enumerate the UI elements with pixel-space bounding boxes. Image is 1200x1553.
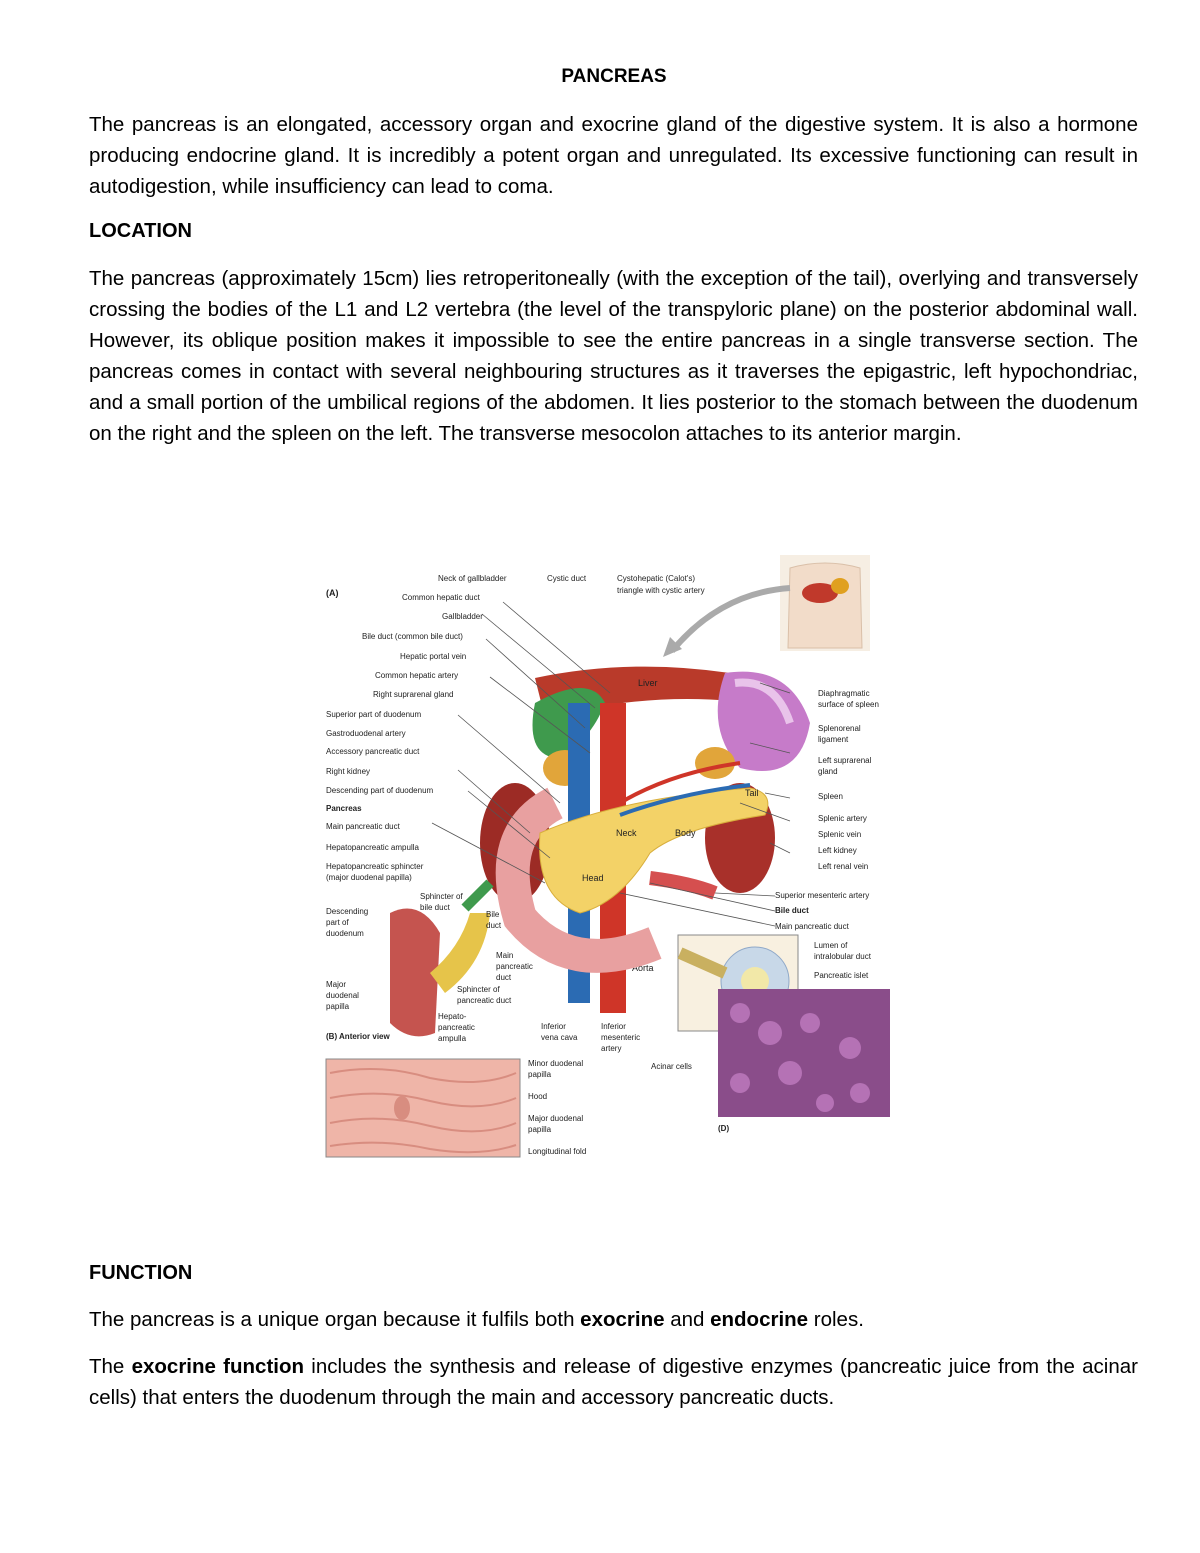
svg-text:surface of spleen: surface of spleen <box>818 700 879 709</box>
svg-text:Head: Head <box>582 873 604 883</box>
function-paragraph-1: The pancreas is a unique organ because it fulfils both exocrine and endocrine roles. <box>89 1308 864 1331</box>
svg-text:(D): (D) <box>718 1124 730 1133</box>
svg-text:papilla: papilla <box>528 1070 552 1079</box>
svg-text:pancreatic: pancreatic <box>438 1023 475 1032</box>
svg-text:Pancreas: Pancreas <box>326 804 362 813</box>
svg-text:Hepatopancreatic sphincter: Hepatopancreatic sphincter <box>326 862 424 871</box>
svg-text:intralobular duct: intralobular duct <box>814 952 871 961</box>
svg-text:Hepatic portal vein: Hepatic portal vein <box>400 652 467 661</box>
svg-text:Sphincter of: Sphincter of <box>420 892 463 901</box>
svg-text:vena cava: vena cava <box>541 1033 578 1042</box>
svg-text:papilla: papilla <box>326 1002 350 1011</box>
svg-text:ampulla: ampulla <box>438 1034 467 1043</box>
svg-text:ligament: ligament <box>818 735 849 744</box>
svg-text:duodenum: duodenum <box>326 929 364 938</box>
svg-text:Descending: Descending <box>326 907 369 916</box>
svg-text:Common hepatic duct: Common hepatic duct <box>402 593 480 602</box>
function-heading: FUNCTION <box>89 1262 193 1284</box>
pancreas-anatomy-figure <box>320 553 900 1163</box>
svg-text:Descending part of duodenum: Descending part of duodenum <box>326 786 434 795</box>
svg-text:Neck: Neck <box>616 828 637 838</box>
svg-text:Aorta: Aorta <box>632 963 654 973</box>
svg-text:Hood: Hood <box>528 1092 548 1101</box>
svg-text:duodenal: duodenal <box>326 991 359 1000</box>
svg-text:Cystic duct: Cystic duct <box>547 574 587 583</box>
svg-text:Major duodenal: Major duodenal <box>528 1114 584 1123</box>
svg-text:Superior mesenteric artery: Superior mesenteric artery <box>775 891 870 900</box>
svg-text:Spleen: Spleen <box>818 792 843 801</box>
svg-text:(A): (A) <box>326 588 339 598</box>
svg-text:Main pancreatic duct: Main pancreatic duct <box>326 822 400 831</box>
location-paragraph: The pancreas (approximately 15cm) lies retroperitoneally (with the exception of the tail), overlying and transversely crossing the bodies of the L1 and L2 vertebra (the level of the transpyloric plane) on the posterior abdominal wall. However, its oblique position makes it impossible to see the entire pancreas in a single transverse section. The pancreas comes in contact with several neighbouring structures as it traverses the epigastric, left hypochondriac, and a small portion of the umbilical regions of the abdomen. It lies posterior to the stomach between the duodenum on the right and the spleen on the left. The transverse mesocolon attaches to its anterior margin. <box>89 267 1138 445</box>
svg-text:Gallbladder: Gallbladder <box>442 612 483 621</box>
svg-text:Main pancreatic duct: Main pancreatic duct <box>775 922 849 931</box>
inset-arrow <box>672 588 790 651</box>
svg-text:Accessory pancreatic duct: Accessory pancreatic duct <box>326 747 420 756</box>
svg-text:Bile duct: Bile duct <box>775 906 809 915</box>
function-paragraph-2: The exocrine function includes the synthesis and release of digestive enzymes (pancreatic juice from the acinar cells) that enters the duodenum through the main and accessory pancreatic ducts. <box>89 1355 1138 1409</box>
svg-text:Bile duct (common bile duct): Bile duct (common bile duct) <box>362 632 463 641</box>
anatomy-illustration <box>320 553 900 1163</box>
svg-text:Sphincter of: Sphincter of <box>457 985 500 994</box>
svg-text:artery: artery <box>601 1044 622 1053</box>
svg-text:Major: Major <box>326 980 347 989</box>
svg-text:part of: part of <box>326 918 349 927</box>
svg-text:pancreatic: pancreatic <box>496 962 533 971</box>
svg-text:Cystohepatic (Calot's): Cystohepatic (Calot's) <box>617 574 695 583</box>
svg-text:duct: duct <box>486 921 502 930</box>
svg-text:Inferior: Inferior <box>541 1022 566 1031</box>
svg-text:duct: duct <box>496 973 512 982</box>
svg-text:Superior part of duodenum: Superior part of duodenum <box>326 710 422 719</box>
intro-paragraph: The pancreas is an elongated, accessory organ and exocrine gland of the digestive system. It is also a hormone producing endocrine gland. It is incredibly a potent organ and unregulated. Its excessive functioning can result in autodigestion, while insufficiency can lead to coma. <box>89 113 1138 198</box>
svg-text:Body: Body <box>675 828 696 838</box>
svg-text:papilla: papilla <box>528 1125 552 1134</box>
svg-text:Main: Main <box>496 951 514 960</box>
svg-text:gland: gland <box>818 767 838 776</box>
svg-text:Left suprarenal: Left suprarenal <box>818 756 872 765</box>
svg-text:Pancreatic islet: Pancreatic islet <box>814 971 869 980</box>
svg-text:Splenic vein: Splenic vein <box>818 830 862 839</box>
svg-text:Liver: Liver <box>638 678 658 688</box>
svg-text:Lumen of: Lumen of <box>814 941 848 950</box>
svg-text:Inferior: Inferior <box>601 1022 626 1031</box>
svg-text:Right suprarenal gland: Right suprarenal gland <box>373 690 454 699</box>
svg-text:Left renal vein: Left renal vein <box>818 862 869 871</box>
svg-text:Common hepatic artery: Common hepatic artery <box>375 671 459 680</box>
svg-text:(B) Anterior view: (B) Anterior view <box>326 1032 390 1041</box>
svg-text:Left kidney: Left kidney <box>818 846 857 855</box>
svg-text:Bile: Bile <box>486 910 500 919</box>
svg-text:bile duct: bile duct <box>420 903 450 912</box>
svg-text:triangle with cystic artery: triangle with cystic artery <box>617 586 705 595</box>
svg-text:(major duodenal papilla): (major duodenal papilla) <box>326 873 412 882</box>
svg-text:Right kidney: Right kidney <box>326 767 371 776</box>
svg-text:Splenorenal: Splenorenal <box>818 724 861 733</box>
svg-text:Neck of gallbladder: Neck of gallbladder <box>438 574 507 583</box>
svg-text:Gastroduodenal artery: Gastroduodenal artery <box>326 729 406 738</box>
svg-text:pancreatic duct: pancreatic duct <box>457 996 512 1005</box>
location-heading: LOCATION <box>89 220 192 242</box>
svg-text:Acinar cells: Acinar cells <box>651 1062 692 1071</box>
svg-text:Tail: Tail <box>745 788 759 798</box>
page-title: PANCREAS <box>561 66 667 87</box>
svg-text:Splenic artery: Splenic artery <box>818 814 867 823</box>
svg-text:Minor duodenal: Minor duodenal <box>528 1059 584 1068</box>
svg-text:Hepatopancreatic ampulla: Hepatopancreatic ampulla <box>326 843 419 852</box>
svg-text:Longitudinal fold: Longitudinal fold <box>528 1147 587 1156</box>
svg-text:mesenteric: mesenteric <box>601 1033 641 1042</box>
svg-text:Diaphragmatic: Diaphragmatic <box>818 689 870 698</box>
svg-text:Hepato-: Hepato- <box>438 1012 467 1021</box>
